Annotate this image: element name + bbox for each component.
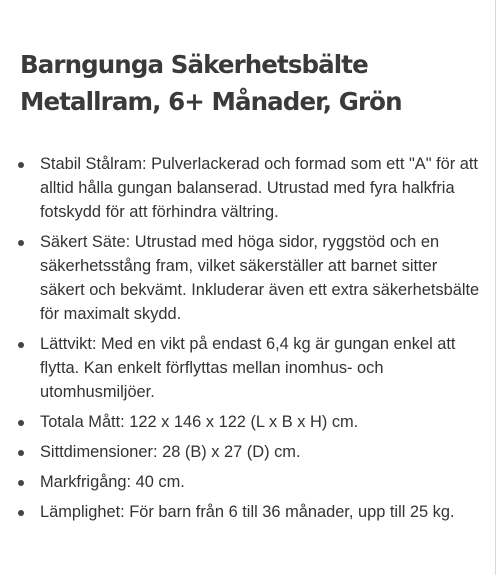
product-title — [20, 46, 470, 120]
feature-text: Sittdimensioner: 28 (B) x 27 (D) cm. — [40, 443, 301, 461]
bullet-dot-icon — [18, 480, 24, 486]
feature-text: Totala Mått: 122 x 146 x 122 (L x B x H) cm. — [40, 413, 359, 431]
product-title-line-1: Barngunga Säkerhetsbälte — [20, 50, 368, 79]
feature-text: Lättvikt: Med en vikt på endast 6,4 kg är gungan enkel att flytta. Kan enkelt förflyttas mellan inomhus- och utomhusmiljöer. — [40, 335, 456, 401]
feature-item-weight — [0, 332, 480, 404]
feature-text: Säkert Säte: Utrustad med höga sidor, ryggstöd och en säkerhetsstång fram, vilket säkerställer att barnet sitter säkert och bekvämt. Inkluderar även ett extra säkerhetsbälte för maximalt skydd. — [40, 233, 480, 323]
bullet-dot-icon — [18, 450, 24, 456]
feature-text: Stabil Stålram: Pulverlackerad och formad som ett "A" för att alltid hålla gungan balanserad. Utrustad med fyra halkfria fotskydd för att förhindra vältring. — [40, 155, 478, 221]
feature-list — [0, 152, 480, 530]
feature-text: Markfrigång: 40 cm. — [40, 473, 185, 491]
feature-text: Lämplighet: För barn från 6 till 36 månader, upp till 25 kg. — [40, 503, 455, 521]
feature-item-frame — [0, 152, 480, 224]
bullet-dot-icon — [18, 240, 24, 246]
feature-item-seat — [0, 230, 480, 326]
bullet-dot-icon — [18, 420, 24, 426]
bullet-dot-icon — [18, 510, 24, 516]
feature-item-total-dimensions — [0, 410, 480, 434]
feature-item-suitability — [0, 500, 480, 524]
bullet-dot-icon — [18, 342, 24, 348]
product-title-line-2: Metallram, 6+ Månader, Grön — [20, 87, 402, 116]
feature-item-seat-dimensions — [0, 440, 480, 464]
feature-item-ground-clearance — [0, 470, 480, 494]
bullet-dot-icon — [18, 162, 24, 168]
